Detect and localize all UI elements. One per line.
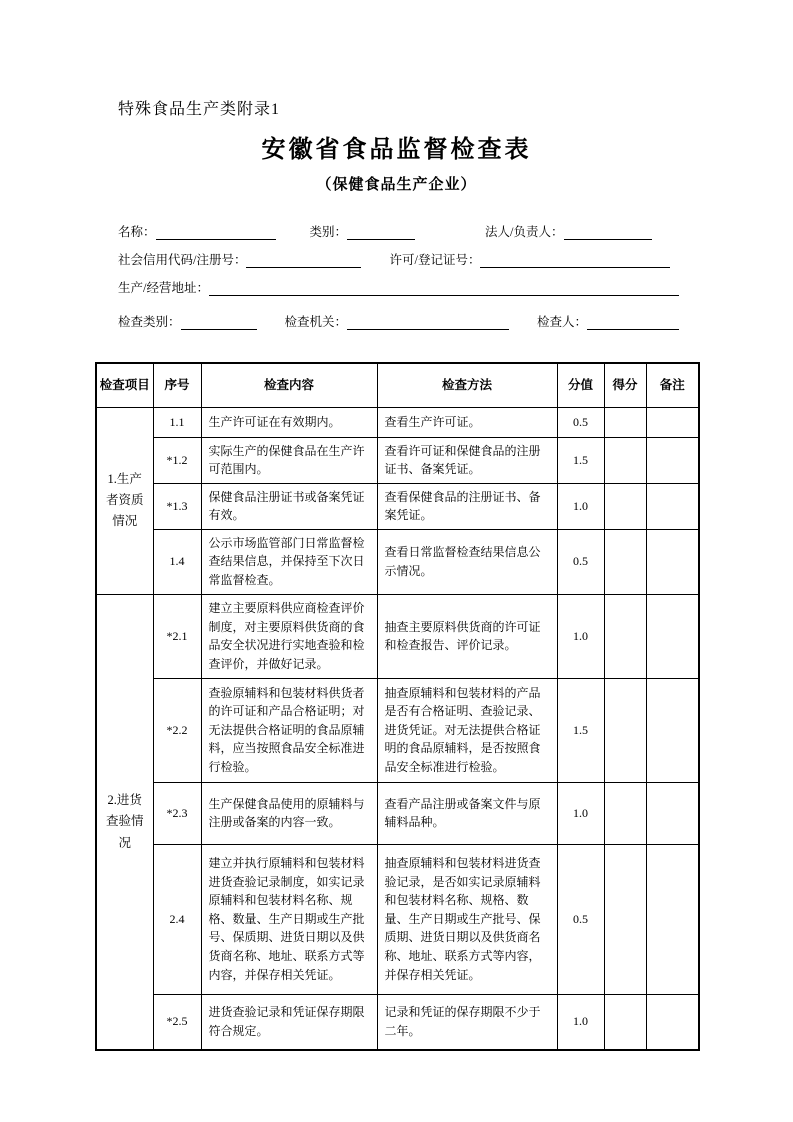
name-blank (156, 225, 276, 240)
inspector-label: 检查人： (537, 315, 588, 329)
row-method: 查看日常监督检查结果信息公示情况。 (377, 529, 557, 594)
license-no-label: 许可/登记证号： (389, 253, 481, 267)
row-no: 1.4 (153, 529, 201, 594)
row-points-cell (604, 678, 646, 782)
form-row-3 (118, 278, 698, 296)
row-content: 保健食品注册证书或备案凭证有效。 (201, 483, 377, 529)
address-blank (209, 281, 679, 296)
table-row (96, 529, 699, 594)
inspector-blank (587, 315, 679, 330)
row-remark-cell (646, 678, 699, 782)
row-score: 1.0 (557, 994, 604, 1050)
address-label: 生产/经营地址： (118, 281, 209, 295)
table-header-row (96, 363, 699, 407)
check-org-label: 检查机关： (284, 315, 348, 329)
table-row (96, 994, 699, 1050)
row-content: 生产许可证在有效期内。 (201, 407, 377, 437)
row-content: 生产保健食品使用的原辅料与注册或备案的内容一致。 (201, 782, 377, 844)
legal-person-label: 法人/负责人： (485, 225, 564, 239)
table-row (96, 437, 699, 483)
legal-person-blank (564, 225, 652, 240)
col-header-item: 检查项目 (96, 363, 153, 407)
row-method: 查看保健食品的注册证书、备案凭证。 (377, 483, 557, 529)
page-subtitle: （保健食品生产企业） (316, 176, 477, 193)
row-method: 抽查主要原料供货商的许可证和检查报告、评价记录。 (377, 594, 557, 678)
row-points-cell (604, 483, 646, 529)
row-method: 查看许可证和保健食品的注册证书、备案凭证。 (377, 437, 557, 483)
row-no: *1.3 (153, 483, 201, 529)
table-row (96, 407, 699, 437)
row-method: 查看生产许可证。 (377, 407, 557, 437)
row-method: 记录和凭证的保存期限不少于二年。 (377, 994, 557, 1050)
row-remark-cell (646, 782, 699, 844)
col-header-points: 得分 (604, 363, 646, 407)
header-form (118, 222, 698, 330)
row-content: 进货查验记录和凭证保存期限符合规定。 (201, 994, 377, 1050)
row-remark-cell (646, 594, 699, 678)
row-no: 2.4 (153, 844, 201, 994)
row-no: *2.5 (153, 994, 201, 1050)
row-points-cell (604, 529, 646, 594)
row-remark-cell (646, 407, 699, 437)
row-points-cell (604, 594, 646, 678)
row-content: 建立主要原料供应商检查评价制度，对主要原料供货商的食品安全状况进行实地查验和检查评价，并做好记录。 (201, 594, 377, 678)
row-points-cell (604, 407, 646, 437)
form-row-1 (118, 222, 698, 240)
row-score: 1.0 (557, 782, 604, 844)
page-title: 安徽省食品监督检查表 (261, 136, 532, 163)
row-remark-cell (646, 437, 699, 483)
row-content: 公示市场监管部门日常监督检查结果信息，并保持至下次日常监督检查。 (201, 529, 377, 594)
row-no: *2.1 (153, 594, 201, 678)
row-points-cell (604, 782, 646, 844)
table-row (96, 483, 699, 529)
row-score: 0.5 (557, 407, 604, 437)
section-category: 1.生产者资质情况 (96, 407, 153, 594)
name-label: 名称： (118, 225, 156, 239)
form-row-2 (118, 250, 698, 268)
row-score: 1.5 (557, 437, 604, 483)
category-label: 类别： (309, 225, 348, 239)
row-remark-cell (646, 994, 699, 1050)
row-no: *2.3 (153, 782, 201, 844)
check-type-label: 检查类别： (118, 315, 181, 329)
row-score: 1.0 (557, 483, 604, 529)
col-header-remark: 备注 (646, 363, 699, 407)
table-row (96, 678, 699, 782)
appendix-label: 特殊食品生产类附录1 (118, 101, 281, 118)
row-method: 抽查原辅料和包装材料的产品是否有合格证明、查验记录、进货凭证。对无法提供合格证明的食品原辅料，是否按照食品安全标准进行检验。 (377, 678, 557, 782)
row-no: *2.2 (153, 678, 201, 782)
category-blank (347, 225, 415, 240)
row-score: 1.5 (557, 678, 604, 782)
row-remark-cell (646, 844, 699, 994)
section-category: 2.进货查验情况 (96, 594, 153, 1050)
row-no: *1.2 (153, 437, 201, 483)
row-remark-cell (646, 529, 699, 594)
table-row (96, 782, 699, 844)
row-content: 实际生产的保健食品在生产许可范围内。 (201, 437, 377, 483)
row-score: 0.5 (557, 844, 604, 994)
col-header-content: 检查内容 (201, 363, 377, 407)
license-no-blank (480, 253, 670, 268)
row-points-cell (604, 844, 646, 994)
row-no: 1.1 (153, 407, 201, 437)
credit-code-label: 社会信用代码/注册号： (118, 253, 247, 267)
inspection-table (95, 362, 700, 1051)
row-content: 查验原辅料和包装材料供货者的许可证和产品合格证明；对无法提供合格证明的食品原辅料，应当按照食品安全标准进行检验。 (201, 678, 377, 782)
table-row (96, 844, 699, 994)
row-remark-cell (646, 483, 699, 529)
row-points-cell (604, 994, 646, 1050)
row-method: 查看产品注册或备案文件与原辅料品种。 (377, 782, 557, 844)
col-header-score: 分值 (557, 363, 604, 407)
form-row-4 (118, 312, 698, 330)
row-points-cell (604, 437, 646, 483)
row-method: 抽查原辅料和包装材料进货查验记录，是否如实记录原辅料和包装材料名称、规格、数量、生产日期或生产批号、保质期、进货日期以及供货商名称、地址、联系方式等内容，并保存相关凭证。 (377, 844, 557, 994)
credit-code-blank (246, 253, 361, 268)
check-type-blank (181, 315, 257, 330)
row-score: 0.5 (557, 529, 604, 594)
check-org-blank (347, 315, 509, 330)
col-header-method: 检查方法 (377, 363, 557, 407)
row-score: 1.0 (557, 594, 604, 678)
row-content: 建立并执行原辅料和包装材料进货查验记录制度，如实记录原辅料和包装材料名称、规格、数量、生产日期或生产批号、保质期、进货日期以及供货商名称、地址、联系方式等内容，并保存相关凭证。 (201, 844, 377, 994)
col-header-no: 序号 (153, 363, 201, 407)
table-row (96, 594, 699, 678)
